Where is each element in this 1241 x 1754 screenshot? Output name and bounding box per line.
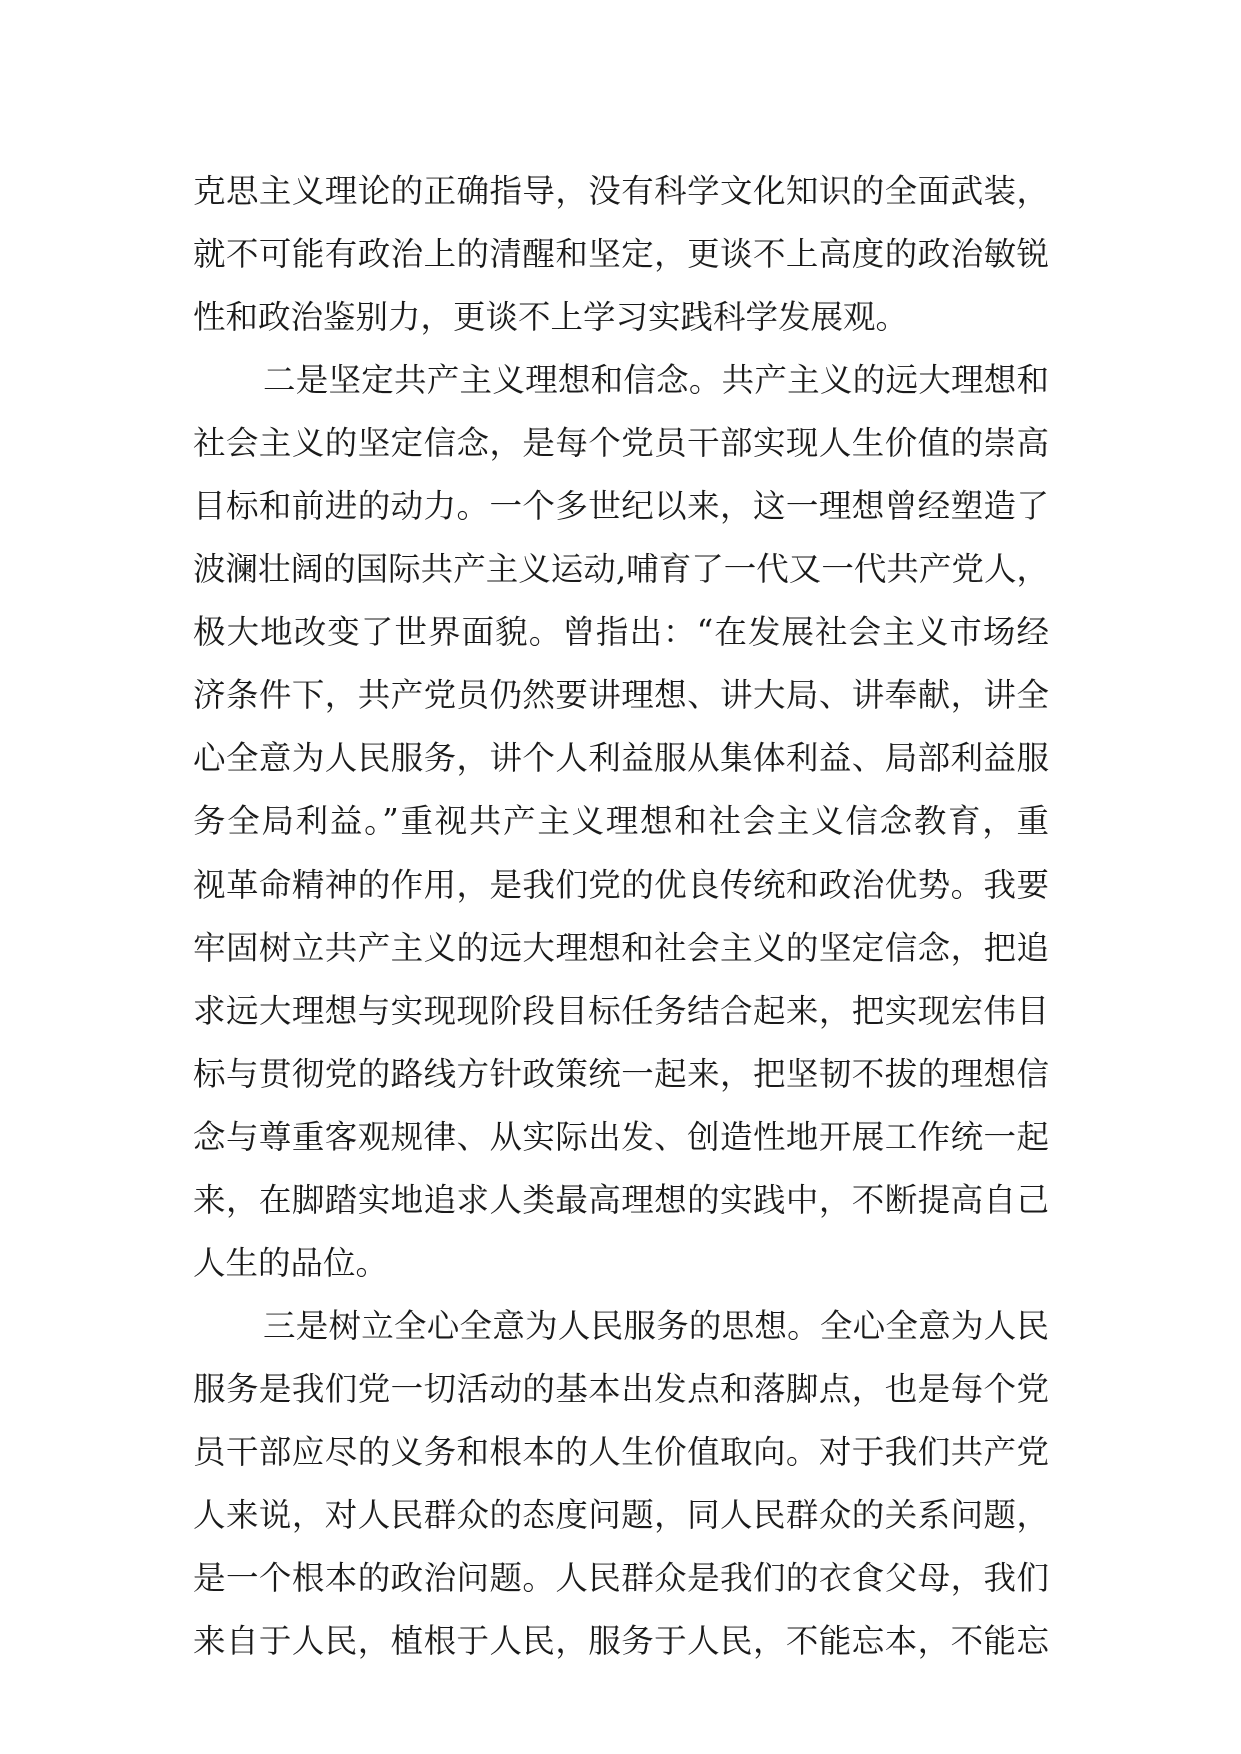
text-line: 就不可能有政治上的清醒和坚定，更谈不上高度的政治敏锐 [193, 235, 1049, 274]
text-line: 目标和前进的动力。一个多世纪以来，这一理想曾经塑造了 [193, 487, 1049, 526]
text-line: 波澜壮阔的国际共产主义运动,哺育了一代又一代共产党人， [193, 550, 1049, 589]
text-line: 极大地改变了世界面貌。曾指出：“在发展社会主义市场经 [193, 613, 1049, 652]
text-line: 求远大理想与实现现阶段目标任务结合起来，把实现宏伟目 [193, 991, 1049, 1030]
text-line: 济条件下，共产党员仍然要讲理想、讲大局、讲奉献，讲全 [193, 676, 1049, 715]
text-line: 牢固树立共产主义的远大理想和社会主义的坚定信念，把追 [193, 928, 1049, 967]
text-line: 人来说，对人民群众的态度问题，同人民群众的关系问题， [193, 1495, 1049, 1534]
text-line: 务全局利益。”重视共产主义理想和社会主义信念教育，重 [193, 802, 1049, 841]
text-line: 服务是我们党一切活动的基本出发点和落脚点，也是每个党 [193, 1369, 1049, 1408]
text-line: 心全意为人民服务，讲个人利益服从集体利益、局部利益服 [193, 739, 1049, 778]
text-line: 员干部应尽的义务和根本的人生价值取向。对于我们共产党 [193, 1432, 1049, 1471]
paragraph-first-line: 二是坚定共产主义理想和信念。共产主义的远大理想和 [263, 361, 1049, 400]
text-line: 性和政治鉴别力，更谈不上学习实践科学发展观。 [193, 298, 909, 337]
text-line: 来自于人民，植根于人民，服务于人民，不能忘本，不能忘 [193, 1622, 1049, 1661]
paragraph-first-line: 三是树立全心全意为人民服务的思想。全心全意为人民 [263, 1306, 1049, 1345]
text-line: 是一个根本的政治问题。人民群众是我们的衣食父母，我们 [193, 1559, 1049, 1598]
text-line: 念与尊重客观规律、从实际出发、创造性地开展工作统一起 [193, 1117, 1049, 1156]
text-line: 克思主义理论的正确指导，没有科学文化知识的全面武装， [193, 172, 1049, 210]
text-line: 社会主义的坚定信念，是每个党员干部实现人生价值的崇高 [193, 424, 1049, 463]
text-line: 视革命精神的作用，是我们党的优良传统和政治优势。我要 [193, 865, 1049, 904]
document-body [193, 160, 1049, 1673]
text-line: 人生的品位。 [193, 1243, 389, 1282]
text-line: 标与贯彻党的路线方针政策统一起来，把坚韧不拔的理想信 [193, 1054, 1049, 1093]
text-line: 来，在脚踏实地追求人类最高理想的实践中，不断提高自己 [193, 1180, 1049, 1219]
